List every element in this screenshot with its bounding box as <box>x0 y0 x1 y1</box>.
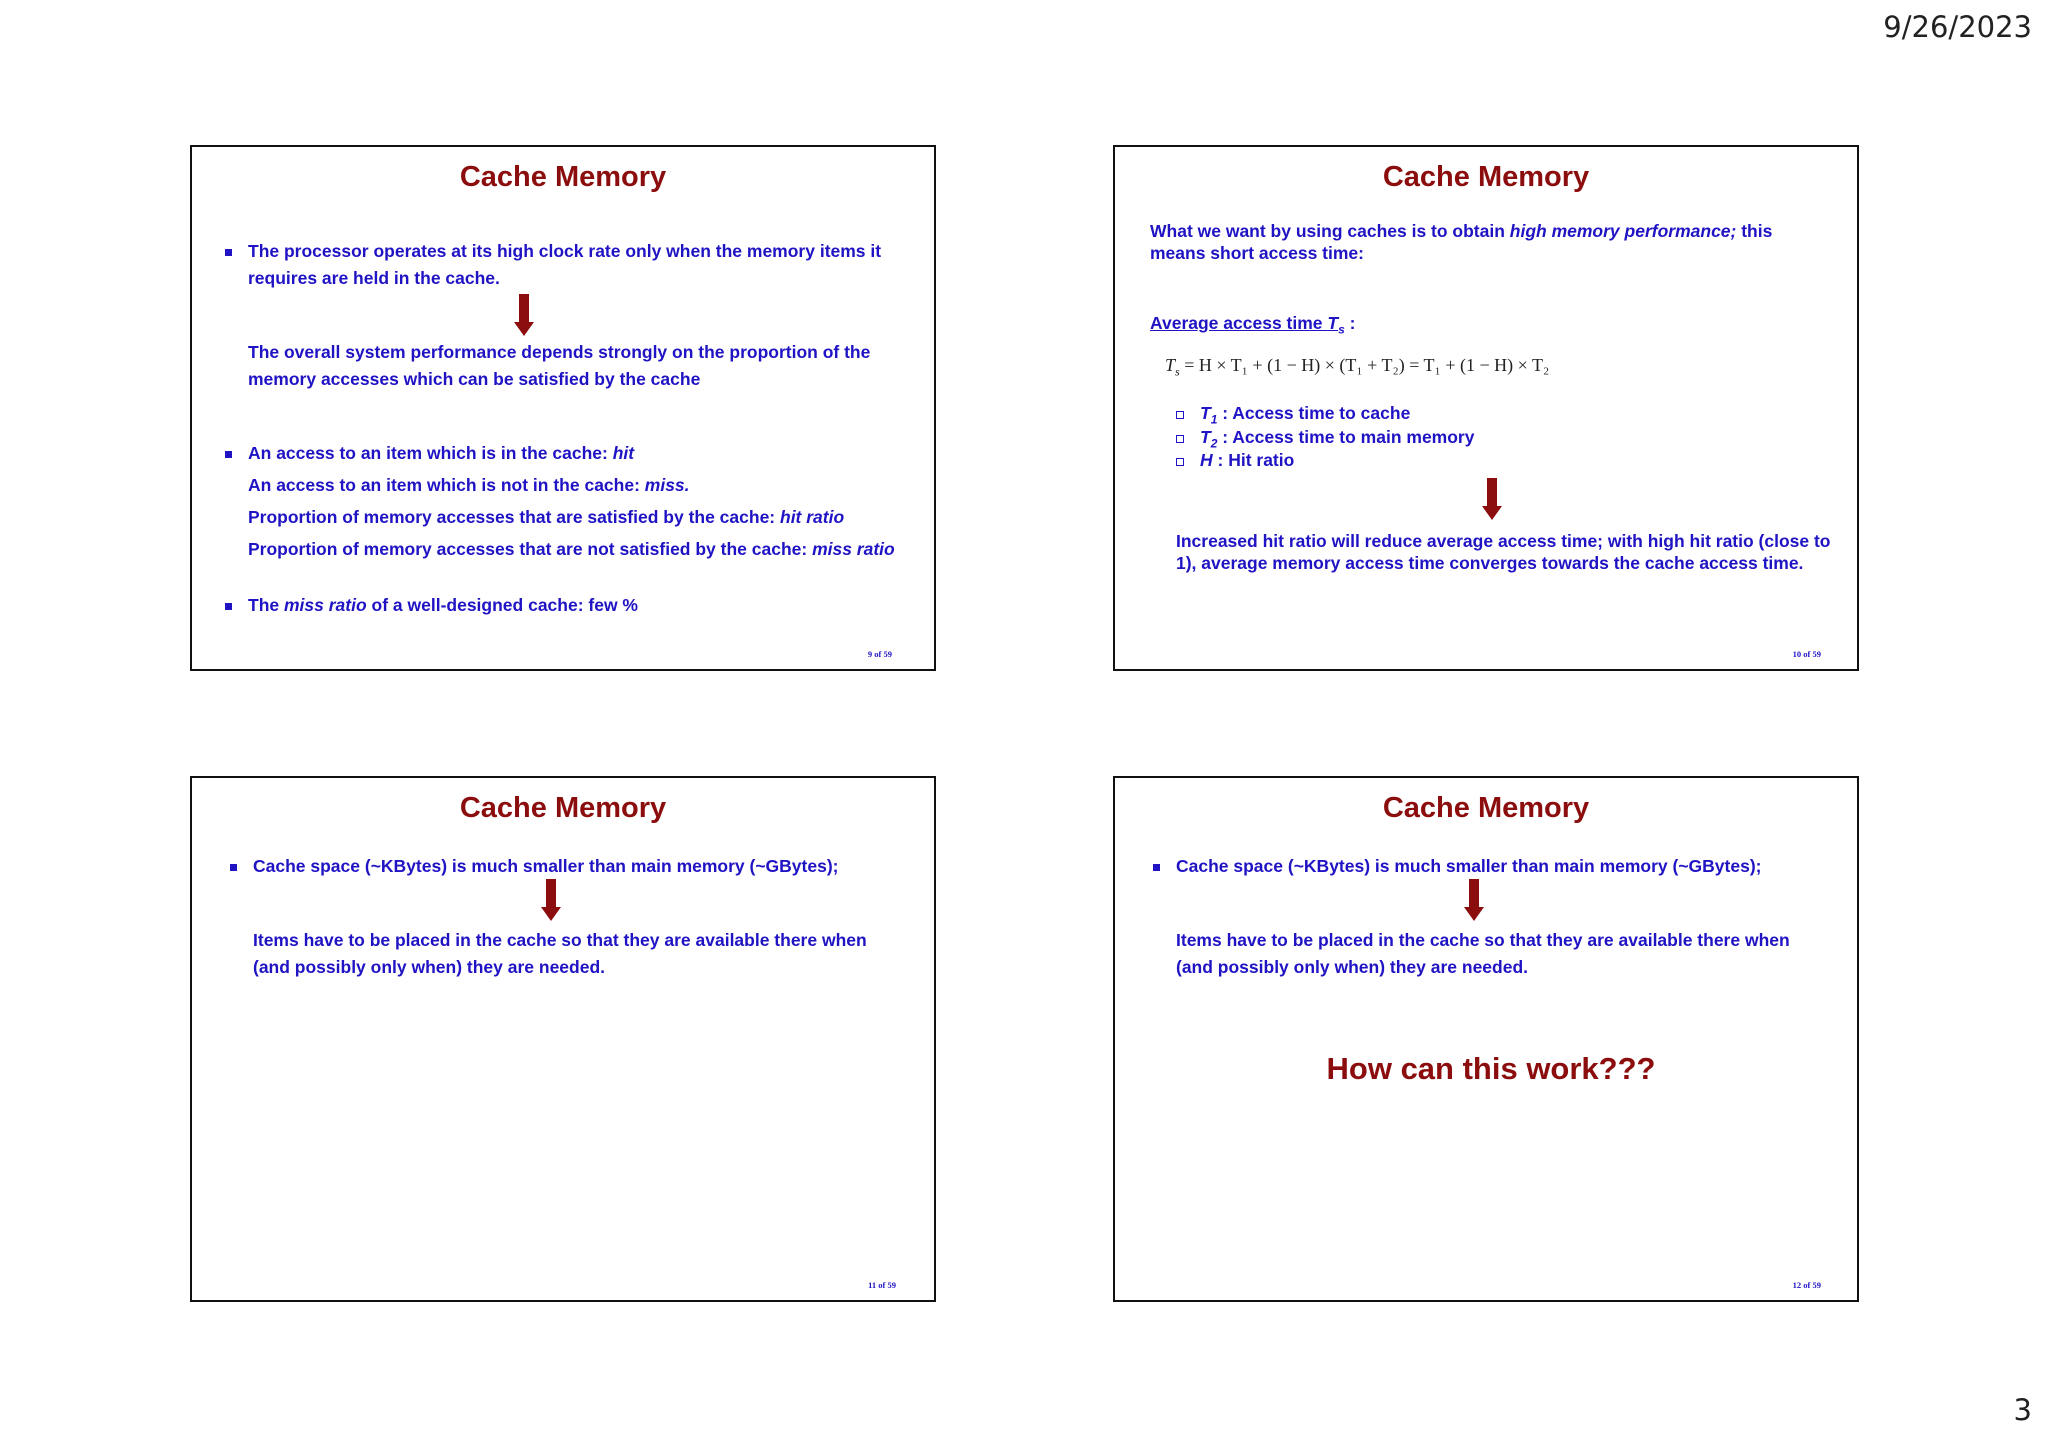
bullet-text: The processor operates at its high clock rate only when the memory items it requires are held in the cache. <box>248 241 882 288</box>
slide-title: Cache Memory <box>459 792 667 824</box>
page-date: 9/26/2023 <box>1883 10 2032 44</box>
slide-12 <box>1113 776 1859 1302</box>
legend-item: $T_1$ : Access time to cache <box>1200 403 1411 427</box>
down-arrow-icon <box>1482 478 1502 520</box>
bullet-text: Cache space (~KBytes) is much smaller than main memory (~GBytes); <box>253 856 839 876</box>
hit-definition: An access to an item which is in the cache: hit <box>248 443 635 463</box>
question-heading: How can this work??? <box>1326 1051 1656 1086</box>
access-time-formula: $T_s = H \times T_1 + (1 - H) \times (T_1 + T_2) = T_1 + (1 - H) \times T_2$ <box>1165 355 1550 379</box>
checkbox-bullet-icon <box>1176 435 1184 443</box>
slide-title: Cache Memory <box>1382 792 1590 824</box>
slide-footer: 10 of 59 <box>1792 649 1821 659</box>
down-arrow-icon <box>514 294 534 336</box>
slide-title: Cache Memory <box>1382 161 1590 193</box>
bullet-square-icon <box>225 249 232 256</box>
miss-ratio-note: The miss ratio of a well-designed cache: few % <box>248 595 638 615</box>
conclusion-text: Increased hit ratio will reduce average access time; with high hit ratio (close to 1), average memory access time converges towards the cache access time. <box>1176 531 1831 573</box>
consequence-text: Items have to be placed in the cache so that they are available there when (and possibly only when) they are needed. <box>1176 930 1790 977</box>
checkbox-bullet-icon <box>1176 458 1184 466</box>
down-arrow-icon <box>541 879 561 921</box>
slide-footer: 12 of 59 <box>1792 1280 1821 1290</box>
bullet-square-icon <box>225 603 232 610</box>
page-number: 3 <box>2013 1393 2032 1427</box>
miss-ratio-definition: Proportion of memory accesses that are not satisfied by the cache: miss ratio <box>248 539 895 559</box>
slide-11 <box>190 776 936 1302</box>
slide-title: Cache Memory <box>459 161 667 193</box>
slide-footer: 9 of 59 <box>867 649 892 659</box>
bullet-text: Cache space (~KBytes) is much smaller than main memory (~GBytes); <box>1176 856 1762 876</box>
slide-10 <box>1113 145 1859 671</box>
slide-9 <box>190 145 936 671</box>
slide-footer: 11 of 59 <box>868 1280 896 1290</box>
legend-item: $T_2$ : Access time to main memory <box>1200 427 1475 451</box>
intro-text: What we want by using caches is to obtain high memory performance; this means short access time: <box>1150 221 1773 263</box>
hit-ratio-definition: Proportion of memory accesses that are satisfied by the cache: hit ratio <box>248 507 845 527</box>
checkbox-bullet-icon <box>1176 411 1184 419</box>
bullet-square-icon <box>1153 864 1160 871</box>
legend-item: H : Hit ratio <box>1200 450 1295 470</box>
bullet-square-icon <box>230 864 237 871</box>
down-arrow-icon <box>1464 879 1484 921</box>
avg-access-label: Average access time $T_s$ : <box>1150 313 1356 337</box>
consequence-text: The overall system performance depends strongly on the proportion of the memory accesses which can be satisfied by the cache <box>248 342 871 389</box>
miss-definition: An access to an item which is not in the cache: miss. <box>248 475 690 495</box>
consequence-text: Items have to be placed in the cache so that they are available there when (and possibly only when) they are needed. <box>253 930 867 977</box>
bullet-square-icon <box>225 451 232 458</box>
